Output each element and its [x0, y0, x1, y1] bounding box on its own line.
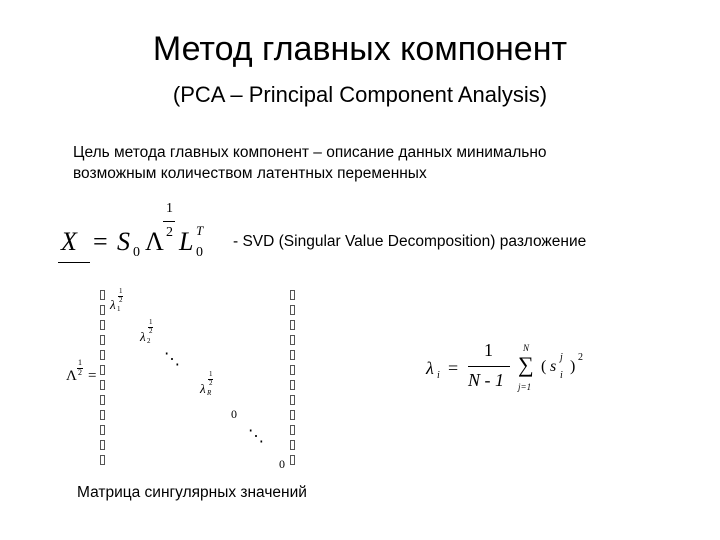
lambda-i: λ	[426, 358, 434, 378]
paren-open: (	[541, 358, 547, 375]
svd-exp-num: 1	[166, 201, 173, 216]
matrix-zero-1: 0	[231, 407, 237, 421]
sum-lower-limit: j=1	[518, 382, 532, 392]
intro-line-2: возможным количеством латентных переменных	[73, 165, 427, 182]
svd-l-sub: 0	[196, 245, 203, 260]
s-superscript: j	[560, 352, 563, 363]
matrix-lhs-lambda: Λ	[66, 368, 77, 384]
matrix-zero-2: 0	[279, 457, 285, 471]
matrix-diagonal-dots-2: ⋱	[248, 428, 264, 445]
sum-upper-limit: N	[523, 343, 530, 353]
fraction-bar	[468, 366, 510, 367]
right-bracket-glyphs	[290, 290, 296, 470]
lambda-equals: =	[448, 358, 459, 378]
slide-title: Метод главных компонент	[152, 30, 568, 68]
svd-l-sup: T	[196, 223, 204, 238]
svd-note: - SVD (Singular Value Decomposition) разложение	[233, 233, 587, 250]
matrix-lambda-r-exp-den: 2	[209, 379, 213, 387]
svd-lhs-x: X	[61, 227, 77, 256]
matrix-lambda-r: λ	[200, 381, 206, 396]
matrix-lambda-1: λ	[110, 297, 116, 312]
slide-subtitle: (PCA – Principal Component Analysis)	[172, 82, 548, 107]
left-bracket-glyphs	[100, 290, 106, 470]
matrix-lambda-1-exp-den: 2	[119, 296, 123, 304]
matrix-lambda-1-sub: 1	[117, 305, 121, 313]
svd-exp-bar	[163, 221, 175, 222]
svd-s: S	[117, 227, 130, 256]
matrix-equals: =	[88, 368, 97, 384]
s-symbol: s	[550, 358, 557, 375]
lambda-i-sub: i	[437, 370, 440, 381]
svd-formula	[55, 195, 225, 270]
eigenvalue-formula	[420, 330, 610, 410]
matrix-lambda-1-exp-num: 1	[119, 287, 123, 295]
svd-lambda: Λ	[145, 227, 164, 256]
sigma-icon: ∑	[518, 352, 534, 377]
power-two: 2	[578, 352, 583, 363]
svd-l: L	[179, 227, 194, 256]
intro-text	[73, 142, 673, 184]
svd-equals: =	[93, 227, 108, 256]
matrix-diagonal-dots-1: ⋱	[164, 351, 180, 368]
svd-lhs-underline	[58, 262, 90, 263]
matrix-lambda-r-exp-num: 1	[209, 370, 213, 378]
matrix-lambda-2-sub: 2	[147, 337, 151, 345]
matrix-lambda-2: λ	[140, 329, 146, 344]
singular-matrix-formula	[60, 284, 310, 474]
matrix-lhs-exp-num: 1	[78, 358, 82, 367]
matrix-lambda-r-sub: R	[207, 389, 212, 397]
fraction-numerator: 1	[484, 340, 493, 360]
fraction-denominator: N - 1	[468, 370, 504, 390]
matrix-lhs-exp-den: 2	[78, 368, 82, 377]
s-subscript: i	[560, 370, 563, 381]
matrix-lambda-2-exp-den: 2	[149, 327, 153, 335]
matrix-lambda-2-exp-num: 1	[149, 318, 153, 326]
svd-exp-den: 2	[166, 225, 173, 240]
paren-close: )	[570, 358, 576, 375]
matrix-caption: Матрица сингулярных значений	[77, 484, 307, 501]
intro-line-1: Цель метода главных компонент – описание данных минимально	[73, 144, 547, 161]
svd-s-sub: 0	[133, 245, 140, 260]
